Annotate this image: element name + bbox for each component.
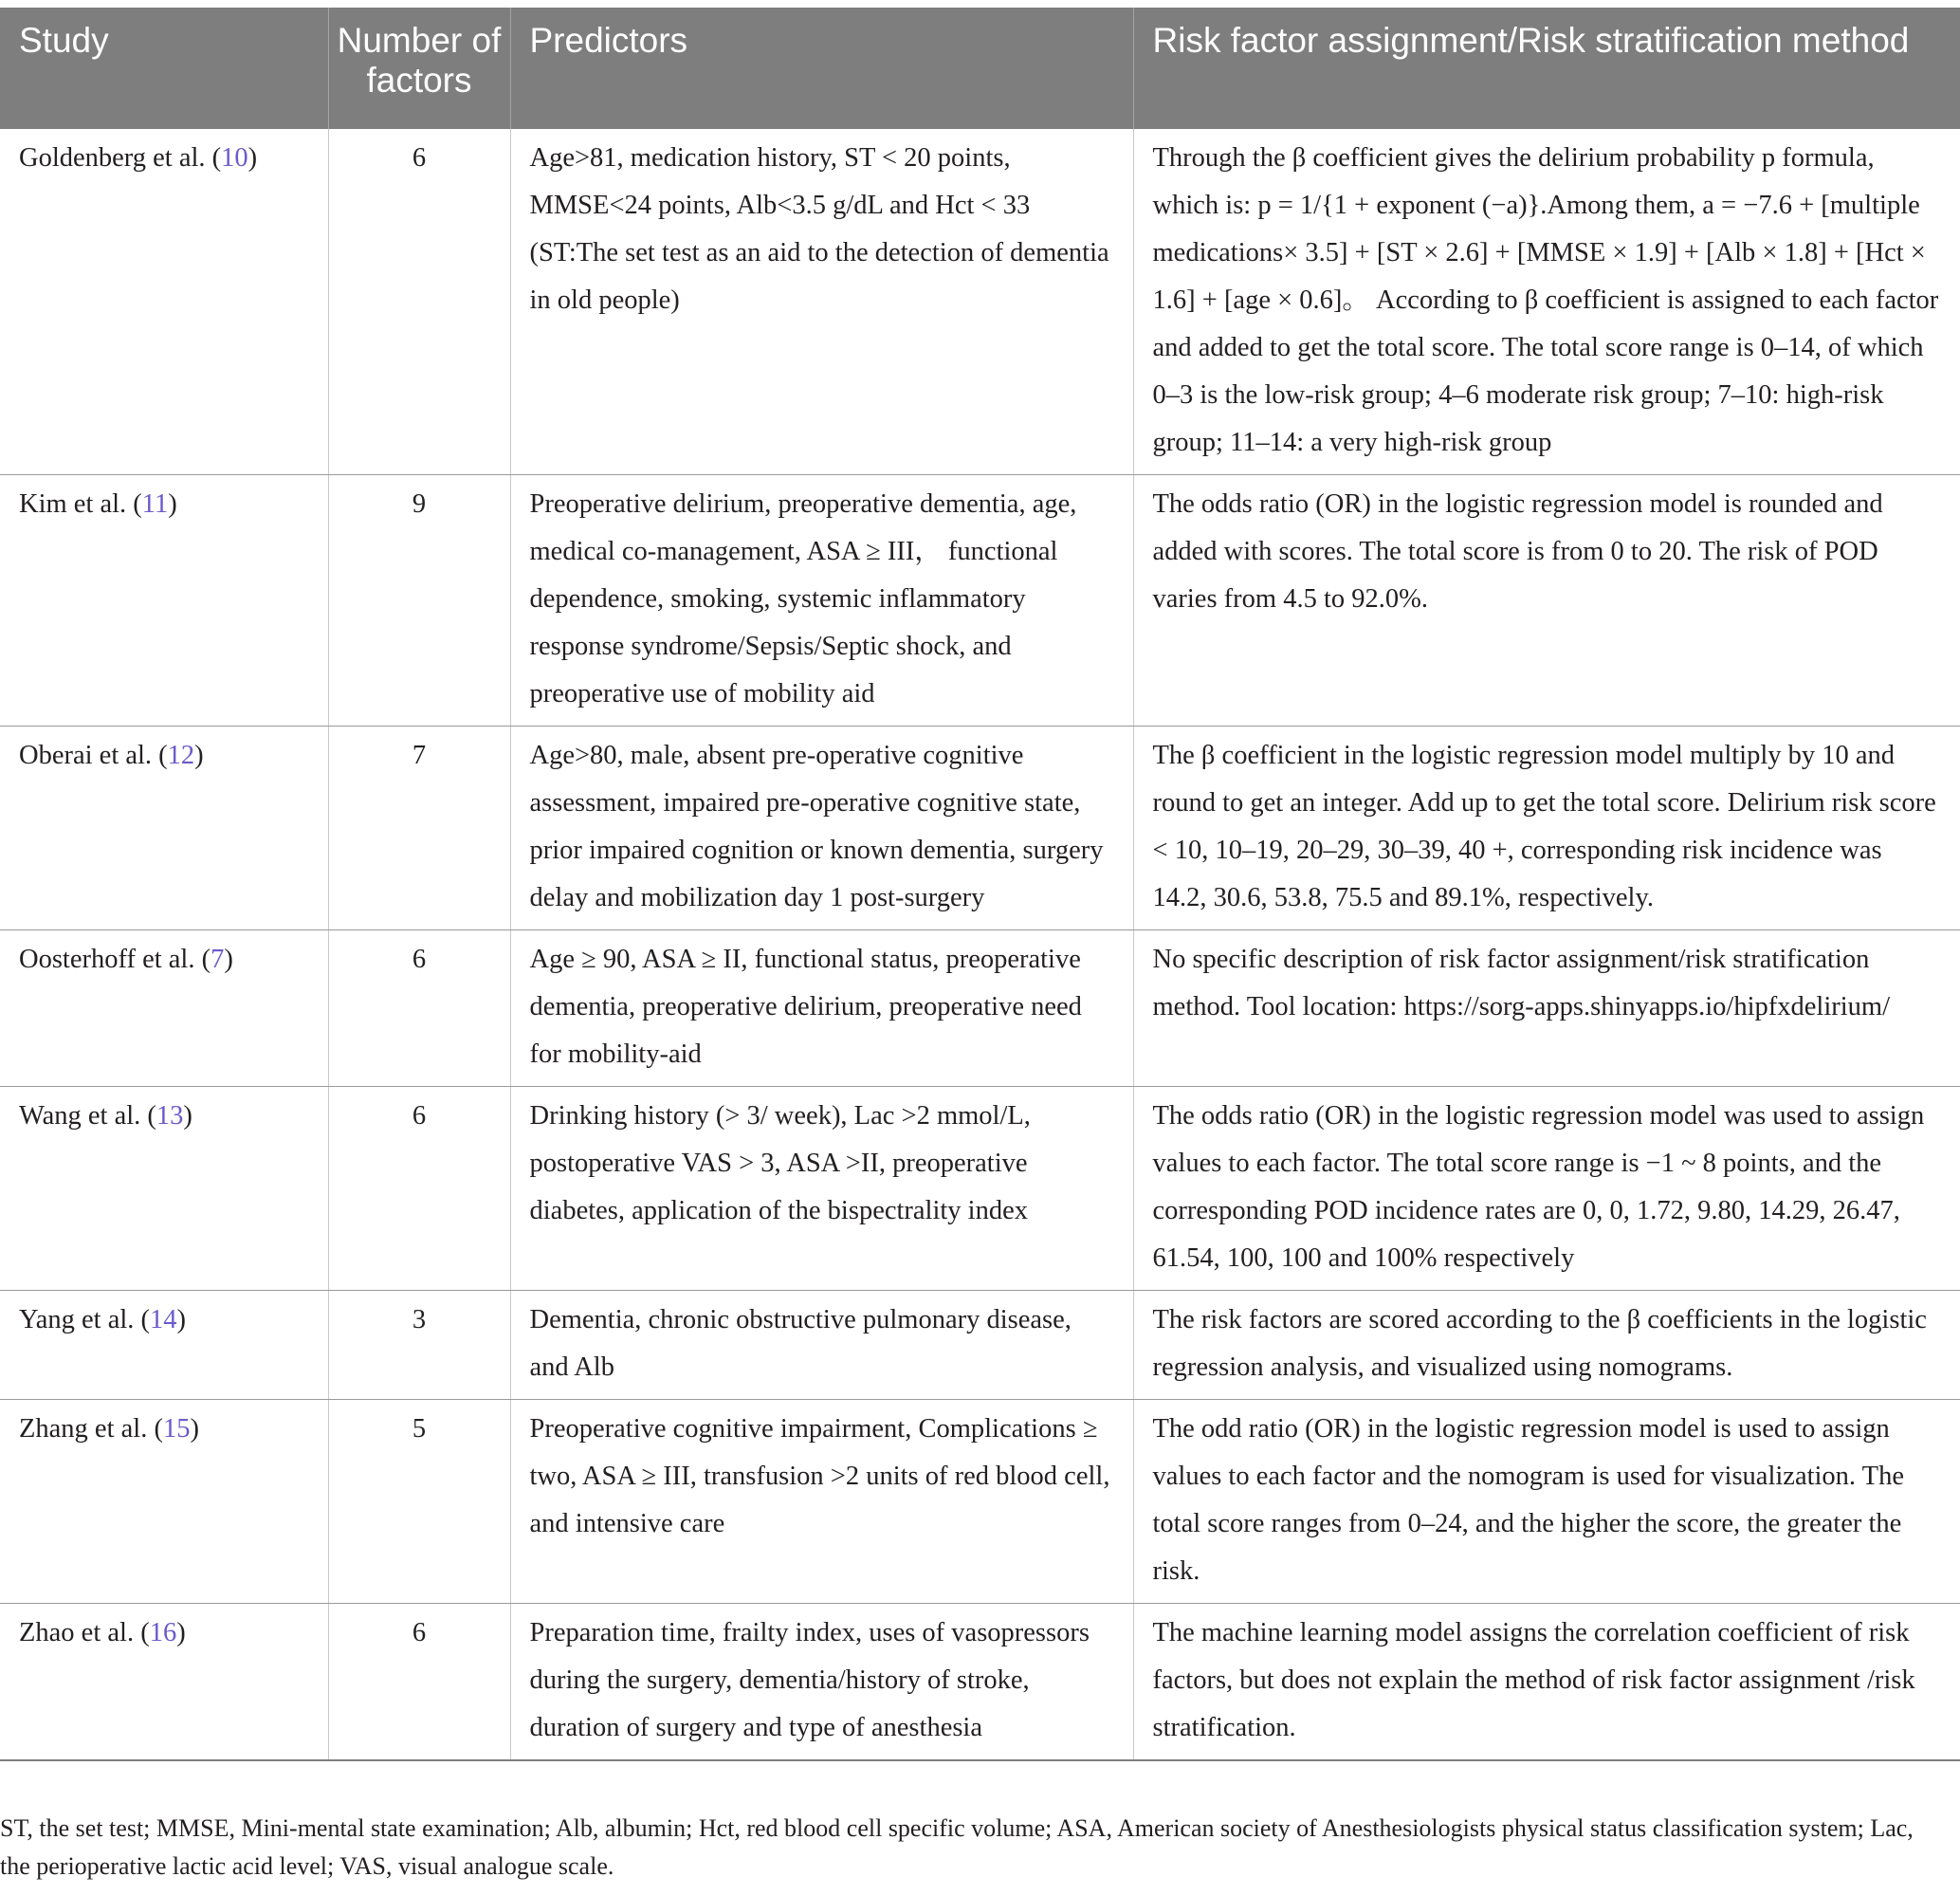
table-row — [0, 1604, 1960, 1761]
study-close: ) — [247, 143, 258, 173]
study-cell — [0, 1400, 328, 1604]
risk-model-table-container — [0, 8, 1960, 1761]
predictors-cell: Drinking history (> 3/ week), Lac >2 mmol/L, postoperative VAS > 3, ASA >II, preoperative diabetes, application of the bispectrality index — [510, 1087, 1133, 1291]
table-body — [0, 129, 1960, 1760]
table-row — [0, 1291, 1960, 1400]
study-cell — [0, 727, 328, 930]
table-header — [0, 8, 1960, 129]
reference-link[interactable]: 15 — [162, 1414, 191, 1444]
predictors-cell: Age>81, medication history, ST < 20 points, MMSE<24 points, Alb<3.5 g/dL and Hct < 33 (ST:The set test as an aid to the detection of dementia in old people) — [510, 129, 1133, 475]
reference-link[interactable]: 7 — [211, 945, 225, 974]
factors-cell: 6 — [328, 1087, 510, 1291]
study-cell — [0, 475, 328, 727]
method-cell: The odds ratio (OR) in the logistic regression model is rounded and added with scores. The total score is from 0 to 20. The risk of POD varies from 4.5 to 92.0%. — [1133, 475, 1960, 727]
table-row — [0, 1087, 1960, 1291]
reference-link[interactable]: 14 — [150, 1305, 177, 1334]
table-row — [0, 1400, 1960, 1604]
table-row — [0, 930, 1960, 1087]
table-footnote: ST, the set test; MMSE, Mini-mental state examination; Alb, albumin; Hct, red blood cell specific volume; ASA, American society of Anesthesiologists physical status classification system; Lac, the perioperative lactic acid level; VAS, visual analogue scale. — [0, 1814, 1914, 1880]
study-name: Goldenberg et al. ( — [19, 143, 222, 173]
factors-cell: 6 — [328, 129, 510, 475]
study-cell — [0, 1604, 328, 1761]
study-name: Zhao et al. ( — [19, 1618, 150, 1647]
method-cell: The β coefficient in the logistic regression model multiply by 10 and round to get an integer. Add up to get the total score. Delirium risk score < 10, 10–19, 20–29, 30–39, 40 +, corresponding risk incidence was 14.2, 30.6, 53.8, 75.5 and 89.1%, respectively. — [1133, 727, 1960, 930]
table-row — [0, 475, 1960, 727]
header-row — [0, 8, 1960, 129]
study-cell — [0, 129, 328, 475]
method-cell: The risk factors are scored according to the β coefficients in the logistic regression analysis, and visualized using nomograms. — [1133, 1291, 1960, 1400]
study-name: Yang et al. ( — [19, 1305, 151, 1334]
method-cell: The machine learning model assigns the correlation coefficient of risk factors, but does not explain the method of risk factor assignment /risk stratification. — [1133, 1604, 1960, 1761]
table-row — [0, 727, 1960, 930]
factors-cell: 9 — [328, 475, 510, 727]
study-close: ) — [190, 1414, 199, 1444]
study-close: ) — [224, 945, 233, 974]
reference-link[interactable]: 10 — [221, 143, 248, 173]
risk-model-table — [0, 8, 1960, 1761]
reference-link[interactable]: 13 — [156, 1101, 184, 1131]
predictors-cell: Preoperative delirium, preoperative dementia, age, medical co-management, ASA ≥ III， functional dependence, smoking, systemic inflammatory response syndrome/Sepsis/Septic shock, and preoperative use of mobility aid — [510, 475, 1133, 727]
predictors-cell: Dementia, chronic obstructive pulmonary disease, and Alb — [510, 1291, 1133, 1400]
factors-cell: 7 — [328, 727, 510, 930]
reference-link[interactable]: 12 — [167, 741, 195, 770]
method-cell: The odds ratio (OR) in the logistic regression model was used to assign values to each factor. The total score range is −1 ~ 8 points, and the corresponding POD incidence rates are 0, 0, 1.72, 9.80, 14.29, 26.47, 61.54, 100, 100 and 100% respectively — [1133, 1087, 1960, 1291]
factors-cell: 5 — [328, 1400, 510, 1604]
predictors-cell: Age ≥ 90, ASA ≥ II, functional status, preoperative dementia, preoperative delirium, preoperative need for mobility-aid — [510, 930, 1133, 1087]
study-close: ) — [176, 1305, 187, 1334]
study-name: Oberai et al. ( — [19, 741, 168, 770]
reference-link[interactable]: 11 — [141, 489, 169, 519]
study-cell — [0, 1291, 328, 1400]
header-study: Study — [0, 8, 328, 129]
method-cell: No specific description of risk factor assignment/risk stratification method. Tool location: https://sorg-apps.shinyapps.io/hipfxdelirium/ — [1133, 930, 1960, 1087]
predictors-cell: Preparation time, frailty index, uses of vasopressors during the surgery, dementia/history of stroke, duration of surgery and type of anesthesia — [510, 1604, 1133, 1761]
study-cell — [0, 930, 328, 1087]
study-close: ) — [183, 1101, 192, 1131]
study-name: Wang et al. ( — [19, 1101, 156, 1131]
reference-link[interactable]: 16 — [149, 1618, 177, 1647]
method-cell: Through the β coefficient gives the delirium probability p formula, which is: p = 1/{1 + exponent (−a)}.Among them, a = −7.6 + [multiple medications× 3.5] + [ST × 2.6] + [MMSE × 1.9] + [Alb × 1.8] + [Hct × 1.6] + [age × 0.6]。 According to β coefficient is assigned to each factor and added to get the total score. The total score range is 0–14, of which 0–3 is the low-risk group; 4–6 moderate risk group; 7–10: high-risk group; 11–14: a very high-risk group — [1133, 129, 1960, 475]
factors-cell: 6 — [328, 1604, 510, 1761]
factors-cell: 3 — [328, 1291, 510, 1400]
predictors-cell: Preoperative cognitive impairment, Complications ≥ two, ASA ≥ III, transfusion >2 units of red blood cell, and intensive care — [510, 1400, 1133, 1604]
study-name: Kim et al. ( — [19, 489, 142, 519]
study-close: ) — [176, 1618, 186, 1647]
predictors-cell: Age>80, male, absent pre-operative cognitive assessment, impaired pre-operative cognitive state, prior impaired cognition or known dementia, surgery delay and mobilization day 1 post-surgery — [510, 727, 1133, 930]
factors-cell: 6 — [328, 930, 510, 1087]
study-name: Oosterhoff et al. ( — [19, 945, 211, 974]
study-close: ) — [194, 741, 204, 770]
header-number-of-factors: Number of factors — [328, 8, 510, 129]
study-name: Zhang et al. ( — [19, 1414, 163, 1444]
study-cell — [0, 1087, 328, 1291]
study-close: ) — [168, 489, 177, 519]
table-row — [0, 129, 1960, 475]
header-predictors: Predictors — [510, 8, 1133, 129]
header-method: Risk factor assignment/Risk stratification method — [1133, 8, 1960, 129]
method-cell: The odd ratio (OR) in the logistic regression model is used to assign values to each factor and the nomogram is used for visualization. The total score ranges from 0–24, and the higher the score, the greater the risk. — [1133, 1400, 1960, 1604]
